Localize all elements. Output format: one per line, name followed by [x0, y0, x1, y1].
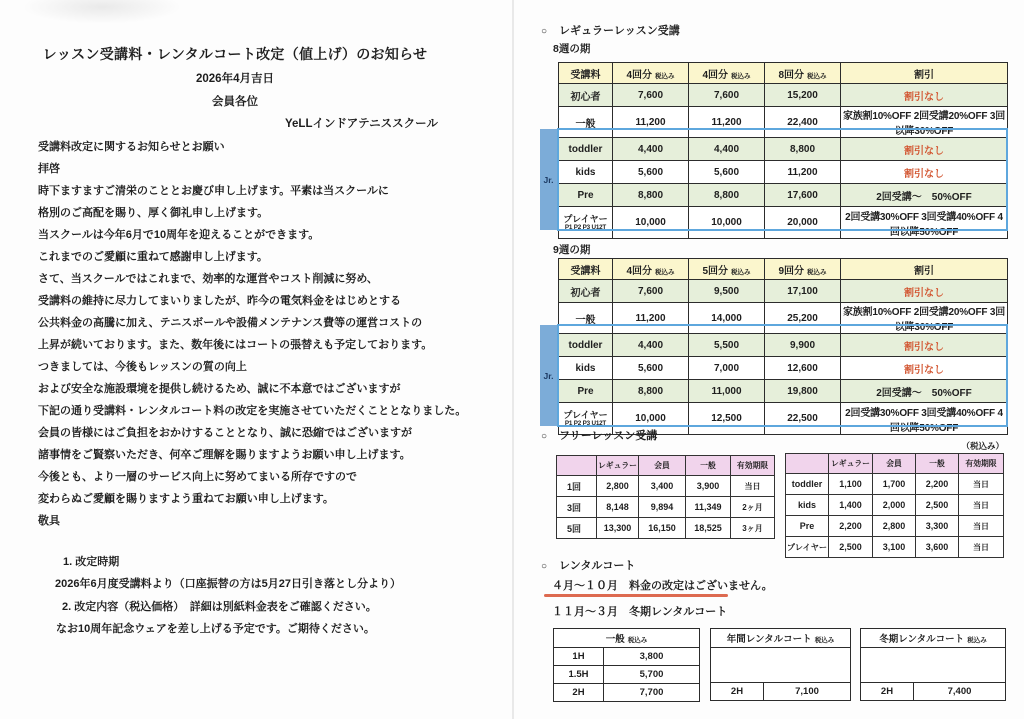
cell: 8,800 — [613, 184, 689, 207]
cell: 3,900 — [686, 476, 731, 497]
cell: 3回 — [557, 497, 597, 518]
player-classes: P1 P2 P3 U12T — [564, 420, 607, 427]
table-row — [557, 518, 775, 539]
table-row — [559, 357, 1008, 380]
tax-note: 税込み — [731, 72, 751, 80]
body-line: 公共料金の高騰に加え、テニスボールや設備メンテナンス費等の運営コストの — [38, 317, 423, 329]
cell: 7,100 — [764, 683, 851, 701]
table-row — [786, 516, 1004, 537]
table-row — [786, 495, 1004, 516]
body-line: 受講料改定に関するお知らせとお願い — [38, 141, 225, 153]
cell: 2H — [554, 684, 604, 702]
free-lesson-adult-table — [556, 455, 775, 539]
note-anniversary: なお10周年記念ウェアを差し上げる予定です。ご期待ください。 — [56, 623, 375, 635]
table-row — [559, 138, 1008, 161]
cell: 会員 — [639, 456, 686, 476]
cell: 17,600 — [765, 184, 841, 207]
cell: 9回分 税込み — [765, 259, 841, 280]
table-row — [559, 334, 1008, 357]
cell: 1,400 — [829, 495, 873, 516]
cell: 2回受講～ 50%OFF — [841, 380, 1008, 403]
rental-general-table — [553, 628, 700, 702]
cell: 9,894 — [639, 497, 686, 518]
table-row — [711, 648, 851, 683]
cell: 一般 — [686, 456, 731, 476]
cell: toddler — [559, 334, 613, 357]
cell: 7,400 — [914, 683, 1006, 701]
red-underline — [544, 594, 728, 597]
tax-note: 税込み — [807, 268, 827, 276]
fee-table-9-weeks — [558, 258, 1008, 435]
cell: 5,600 — [613, 357, 689, 380]
body-line: 変わらぬご愛顧を賜りますよう重ねてお願い申し上げます。 — [38, 493, 334, 505]
tax-note: 税込み — [655, 268, 675, 276]
cell: 3ヶ月 — [731, 518, 775, 539]
body-line: 当スクールは今年6月で10周年を迎えることができます。 — [38, 229, 320, 241]
cell: 4回分 税込み — [613, 259, 689, 280]
table-row — [786, 537, 1004, 558]
body-line: これまでのご愛顧に重ねて感謝申し上げます。 — [38, 251, 268, 263]
tax-note: 税込み — [627, 637, 648, 644]
cell: 2H — [861, 683, 914, 701]
cell: 7,600 — [613, 84, 689, 107]
cell — [557, 456, 597, 476]
cell: 当日 — [959, 495, 1004, 516]
table-row — [559, 107, 1008, 138]
table-header-row — [554, 629, 700, 648]
letter-body — [38, 136, 466, 532]
rental-winter-line: １１月～３月 冬期レンタルコート — [552, 606, 728, 618]
body-line: 受講料の維持に尽力してまいりましたが、昨今の電気料金をはじめとする — [38, 295, 401, 307]
cell: 2,800 — [873, 516, 916, 537]
table-row — [559, 303, 1008, 334]
junior-group-tab: Jr. — [540, 325, 557, 426]
table-row — [559, 84, 1008, 107]
circle-marker-icon: ○ — [541, 561, 548, 572]
cell: 2回受講30%OFF 3回受講40%OFF 4回以降50%OFF — [841, 207, 1008, 239]
cell: 10,000 — [613, 403, 689, 435]
cell: 割引なし — [841, 84, 1008, 107]
cell: 一般 税込み — [554, 629, 700, 648]
cell: Pre — [559, 380, 613, 403]
table-row — [554, 684, 700, 702]
cell: 初心者 — [559, 280, 613, 303]
cell: 当日 — [959, 516, 1004, 537]
cell: 1H — [554, 648, 604, 666]
cell — [711, 648, 851, 683]
cell: 3,300 — [916, 516, 959, 537]
cell: 17,100 — [765, 280, 841, 303]
cell: 4,400 — [689, 138, 765, 161]
cell: Pre — [786, 516, 829, 537]
cell: 年間レンタルコート 税込み — [711, 629, 851, 648]
cell: 4回分 税込み — [613, 63, 689, 84]
cell: toddler — [786, 474, 829, 495]
cell: 2ヶ月 — [731, 497, 775, 518]
rental-no-change-line: ４月～１０月 料金の改定はございません。 — [552, 580, 773, 592]
rental-winter-table — [860, 628, 1006, 701]
cell: kids — [559, 357, 613, 380]
cell: 25,200 — [765, 303, 841, 334]
cell: 7,600 — [689, 84, 765, 107]
cell: 当日 — [959, 474, 1004, 495]
body-line: 時下ますますご清栄のこととお慶び申し上げます。平素は当スクールに — [38, 185, 389, 197]
cell: 2,200 — [916, 474, 959, 495]
cell: レギュラー — [829, 454, 873, 474]
note-revision-date: 2026年6月度受講料より（口座振替の方は5月27日引き落とし分より） — [55, 578, 401, 590]
cell: 11,200 — [689, 107, 765, 138]
cell: 5,700 — [604, 666, 700, 684]
addressee: 会員各位 — [212, 96, 258, 108]
cell: 割引 — [841, 259, 1008, 280]
cell: 7,000 — [689, 357, 765, 380]
cell: 冬期レンタルコート 税込み — [861, 629, 1006, 648]
cell: 18,525 — [686, 518, 731, 539]
cell: 受講料 — [559, 63, 613, 84]
closing-word: 敬具 — [38, 515, 60, 527]
cell: 11,200 — [765, 161, 841, 184]
cell: 8回分 税込み — [765, 63, 841, 84]
body-line: 諸事情をご賢察いただき、何卒ご理解を賜りますようお願い申し上げます。 — [38, 449, 411, 461]
body-line: 下記の通り受講料・レンタルコート料の改定を実施させていただくこととなりました。 — [38, 405, 467, 417]
cell: プレイヤー — [786, 537, 829, 558]
table-row — [554, 666, 700, 684]
table-header-row — [559, 259, 1008, 280]
cell: 初心者 — [559, 84, 613, 107]
player-classes: P1 P2 P3 U12T — [564, 224, 607, 231]
cell: 3,600 — [916, 537, 959, 558]
cell: 2回受講～ 50%OFF — [841, 184, 1008, 207]
cell: 5,500 — [689, 334, 765, 357]
cell: 2,200 — [829, 516, 873, 537]
cell: 15,200 — [765, 84, 841, 107]
table-row — [557, 497, 775, 518]
cell: 家族割10%OFF 2回受講20%OFF 3回以降30%OFF — [841, 107, 1008, 138]
table-row — [554, 648, 700, 666]
cell: 8,800 — [689, 184, 765, 207]
cell: 13,300 — [597, 518, 639, 539]
cell: 8,800 — [765, 138, 841, 161]
cell — [786, 454, 829, 474]
table-row — [557, 476, 775, 497]
cell: 10,000 — [613, 207, 689, 239]
tax-included-label: （税込み） — [961, 441, 1004, 451]
cell: 会員 — [873, 454, 916, 474]
body-line: および安全な施設環境を提供し続けるため、誠に不本意ではございますが — [38, 383, 401, 395]
cell: 2,500 — [829, 537, 873, 558]
table-row — [786, 474, 1004, 495]
tax-note: 税込み — [807, 72, 827, 80]
cell: 9,900 — [765, 334, 841, 357]
period-9-label: 9週の期 — [553, 244, 591, 256]
cell: 22,500 — [765, 403, 841, 435]
cell: 割引なし — [841, 138, 1008, 161]
body-line: さて、当スクールではこれまで、効率的な運営やコスト削減に努め、 — [38, 273, 378, 285]
cell: 9,500 — [689, 280, 765, 303]
section-heading-free: ○ フリーレッスン受講 — [541, 430, 658, 442]
period-8-label: 8週の期 — [553, 43, 591, 55]
cell: 11,200 — [613, 107, 689, 138]
cell: 2回受講30%OFF 3回受講40%OFF 4回以降50%OFF — [841, 403, 1008, 435]
cell: 1,700 — [873, 474, 916, 495]
cell: 2,500 — [916, 495, 959, 516]
cell: toddler — [559, 138, 613, 161]
cell: 家族割10%OFF 2回受講20%OFF 3回以降30%OFF — [841, 303, 1008, 334]
cell: 当日 — [959, 537, 1004, 558]
circle-marker-icon: ○ — [541, 431, 548, 442]
cell: 8,148 — [597, 497, 639, 518]
cell: 一般 — [559, 107, 613, 138]
cell: kids — [559, 161, 613, 184]
cell: 11,000 — [689, 380, 765, 403]
cell: レギュラー — [597, 456, 639, 476]
cell: 3,400 — [639, 476, 686, 497]
page-title: レッスン受講料・レンタルコート改定（値上げ）のお知らせ — [42, 46, 428, 62]
cell: 20,000 — [765, 207, 841, 239]
scan-shadow-artifact — [22, 0, 182, 24]
circle-marker-icon: ○ — [541, 26, 548, 37]
cell: 当日 — [731, 476, 775, 497]
cell: 3,800 — [604, 648, 700, 666]
cell: 11,200 — [613, 303, 689, 334]
cell: 19,800 — [765, 380, 841, 403]
body-line: つきましては、今後もレッスンの質の向上 — [38, 361, 247, 373]
table-row — [711, 683, 851, 701]
cell: 2H — [711, 683, 764, 701]
sender-name: YeLLインドアテニススクール — [285, 118, 438, 130]
cell: 12,600 — [765, 357, 841, 380]
tax-note: 税込み — [655, 72, 675, 80]
table-row — [559, 207, 1008, 239]
cell: kids — [786, 495, 829, 516]
table-header-row — [559, 63, 1008, 84]
table-row — [559, 280, 1008, 303]
section-heading-rental: ○ レンタルコート — [541, 560, 636, 572]
cell: 5,600 — [689, 161, 765, 184]
cell: 割引なし — [841, 280, 1008, 303]
note-revision-date-heading: 1. 改定時期 — [63, 556, 120, 568]
cell: 14,000 — [689, 303, 765, 334]
cell: 4,400 — [613, 138, 689, 161]
cell: 5回分 税込み — [689, 259, 765, 280]
cell: 有効期限 — [959, 454, 1004, 474]
body-line: 上昇が続いております。また、数年後にはコートの張替えも予定しております。 — [38, 339, 433, 351]
note-revision-content: 2. 改定内容（税込価格） 詳細は別紙料金表をご確認ください。 — [62, 601, 377, 613]
cell: 7,700 — [604, 684, 700, 702]
table-row — [559, 161, 1008, 184]
cell: 割引なし — [841, 161, 1008, 184]
cell: 割引 — [841, 63, 1008, 84]
table-header-row — [786, 454, 1004, 474]
table-row — [861, 648, 1006, 683]
body-line: 格別のご高配を賜り、厚く御礼申し上げます。 — [38, 207, 269, 219]
table-header-row — [711, 629, 851, 648]
section-heading-regular: ○ レギュラーレッスン受講 — [541, 25, 680, 37]
cell: 12,500 — [689, 403, 765, 435]
cell: 3,100 — [873, 537, 916, 558]
tax-note: 税込み — [967, 637, 987, 644]
cell — [861, 648, 1006, 683]
body-line: 拝啓 — [38, 163, 60, 175]
price-tables-page — [514, 0, 1024, 719]
tax-note: 税込み — [731, 268, 751, 276]
fee-table-8-weeks — [558, 62, 1008, 239]
rental-annual-table — [710, 628, 851, 701]
tax-note: 税込み — [814, 637, 835, 644]
cell: 一般 — [559, 303, 613, 334]
cell: 4,400 — [613, 334, 689, 357]
cell: 7,600 — [613, 280, 689, 303]
table-row — [559, 380, 1008, 403]
cell: 割引なし — [841, 334, 1008, 357]
cell: プレイヤー P1 P2 P3 U12T — [559, 207, 613, 239]
cell: プレイヤー P1 P2 P3 U12T — [559, 403, 613, 435]
document-date: 2026年4月吉日 — [196, 73, 274, 85]
junior-group-tab: Jr. — [540, 129, 557, 230]
cell: 5,600 — [613, 161, 689, 184]
cell: 受講料 — [559, 259, 613, 280]
cell: 22,400 — [765, 107, 841, 138]
cell: 10,000 — [689, 207, 765, 239]
cell: 1.5H — [554, 666, 604, 684]
table-header-row — [861, 629, 1006, 648]
cell: 5回 — [557, 518, 597, 539]
cell: 1,100 — [829, 474, 873, 495]
cell: 一般 — [916, 454, 959, 474]
cell: 1回 — [557, 476, 597, 497]
free-lesson-junior-table — [785, 453, 1004, 558]
table-header-row — [557, 456, 775, 476]
cell: 有効期限 — [731, 456, 775, 476]
body-line: 会員の皆様にはご負担をおかけすることとなり、誠に恐縮ではございますが — [38, 427, 412, 439]
cell: 2,800 — [597, 476, 639, 497]
cell: 8,800 — [613, 380, 689, 403]
table-row — [861, 683, 1006, 701]
cell: 16,150 — [639, 518, 686, 539]
cell: 11,349 — [686, 497, 731, 518]
table-row — [559, 184, 1008, 207]
body-line: 今後とも、より一層のサービス向上に努めてまいる所存ですので — [38, 471, 357, 483]
cell: 割引なし — [841, 357, 1008, 380]
cell: 2,000 — [873, 495, 916, 516]
cell: Pre — [559, 184, 613, 207]
cell: 4回分 税込み — [689, 63, 765, 84]
